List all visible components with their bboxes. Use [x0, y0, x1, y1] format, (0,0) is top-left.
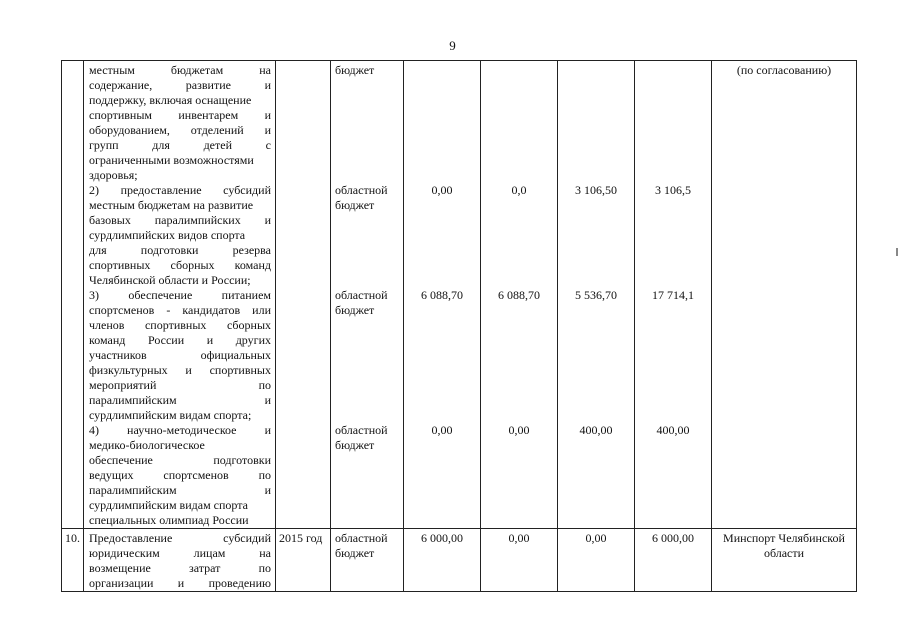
- text-line: для подготовки резерва: [89, 243, 271, 257]
- text-line: членов спортивных сборных: [89, 318, 271, 332]
- item-1-source: бюджет: [335, 63, 375, 77]
- item-3-amount-2016: 6 088,70: [498, 288, 540, 302]
- text-line: оборудованием, отделений и: [89, 123, 271, 137]
- text-line: физкультурных и спортивных: [89, 363, 271, 377]
- text-line: 4) научно-методическое и: [89, 423, 271, 437]
- funding-source-cell: [331, 61, 404, 529]
- item-4-description: [89, 423, 271, 528]
- amount-2017-cell: 0,00: [558, 529, 635, 592]
- text-line: медико-биологическое: [89, 438, 205, 452]
- text-line: мероприятий по: [89, 378, 271, 392]
- item-2-amount-2017: 3 106,50: [575, 183, 617, 197]
- item-2-amount-2015: 0,00: [431, 183, 453, 197]
- text-line: здоровья;: [89, 168, 138, 182]
- year-cell: [276, 61, 331, 529]
- amount-total-cell: [635, 61, 712, 529]
- item-1-amount-2017: [561, 63, 631, 183]
- row-number-cell: 10.: [62, 529, 84, 592]
- text-line: обеспечение подготовки: [89, 453, 271, 467]
- text-line: сурдлимпийским видам спорта: [89, 498, 248, 512]
- table-row: [62, 529, 857, 592]
- text-line: спортивным инвентарем и: [89, 108, 271, 122]
- text-line: спортивных сборных команд: [89, 258, 271, 272]
- text-line: юридическим лицам на: [89, 546, 271, 560]
- item-2-total: 3 106,5: [655, 183, 691, 197]
- text-line: возмещение затрат по: [89, 561, 271, 575]
- text-line: Предоставление субсидий: [89, 531, 271, 545]
- text-line: содержание, развитие и: [89, 78, 271, 92]
- text-line: участников официальных: [89, 348, 271, 362]
- table-row: [62, 61, 857, 529]
- page-number: 9: [449, 38, 456, 53]
- text-line: организации и проведению: [89, 576, 271, 590]
- item-3-amount-2015: 6 088,70: [421, 288, 463, 302]
- item-3-description: [89, 288, 271, 423]
- amount-total-cell: 6 000,00: [635, 529, 712, 592]
- item-1-amount-2016: [484, 63, 554, 183]
- description-cell: [84, 61, 276, 529]
- text-line: групп для детей с: [89, 138, 271, 152]
- text-line: паралимпийским и: [89, 483, 271, 497]
- scan-artifact: [896, 248, 898, 256]
- item-2-amount-2016: 0,0: [511, 183, 527, 197]
- text-line: 3) обеспечение питанием: [89, 288, 271, 302]
- text-line: спортсменов - кандидатов или: [89, 303, 271, 317]
- item-2-source: областной бюджет: [335, 183, 388, 212]
- item-1-description: [89, 63, 271, 183]
- funding-source-cell: областной бюджет: [331, 529, 404, 592]
- amount-2015-cell: [404, 61, 481, 529]
- text-line: Челябинской области и России;: [89, 273, 251, 287]
- amount-2016-cell: [481, 61, 558, 529]
- text-line: сурдлимпийских видов спорта: [89, 228, 246, 242]
- text-line: команд России и других: [89, 333, 271, 347]
- item-3-source: областной бюджет: [335, 288, 388, 317]
- text-line: ограниченными возможностями: [89, 153, 254, 167]
- item-4-amount-2015: 0,00: [431, 423, 453, 437]
- row-number-cell: [62, 61, 84, 529]
- item-4-total: 400,00: [656, 423, 690, 437]
- amount-2017-cell: [558, 61, 635, 529]
- item-4-source: областной бюджет: [335, 423, 388, 452]
- item-10-description: [89, 531, 271, 591]
- year-cell: 2015 год: [276, 529, 331, 592]
- item-3-total: 17 714,1: [652, 288, 694, 302]
- item-4-amount-2017: 400,00: [579, 423, 613, 437]
- item-4-amount-2016: 0,00: [508, 423, 530, 437]
- text-line: местным бюджетам на: [89, 63, 271, 77]
- item-1-amount-2015: [407, 63, 477, 183]
- text-line: сурдлимпийским видам спорта;: [89, 408, 252, 422]
- text-line: базовых паралимпийских и: [89, 213, 271, 227]
- responsible-cell: Минспорт Челябинской области: [712, 529, 857, 592]
- text-line: паралимпийским и: [89, 393, 271, 407]
- item-2-description: [89, 183, 271, 288]
- text-line: специальных олимпиад России: [89, 513, 249, 527]
- description-cell: [84, 529, 276, 592]
- amount-2015-cell: 6 000,00: [404, 529, 481, 592]
- item-3-amount-2017: 5 536,70: [575, 288, 617, 302]
- program-table: [61, 60, 857, 592]
- item-1-total: [638, 63, 708, 183]
- responsible-cell: (по согласованию): [712, 61, 857, 529]
- text-line: ведущих спортсменов по: [89, 468, 271, 482]
- amount-2016-cell: 0,00: [481, 529, 558, 592]
- text-line: 2) предоставление субсидий: [89, 183, 271, 197]
- text-line: поддержку, включая оснащение: [89, 93, 252, 107]
- text-line: местным бюджетам на развитие: [89, 198, 254, 212]
